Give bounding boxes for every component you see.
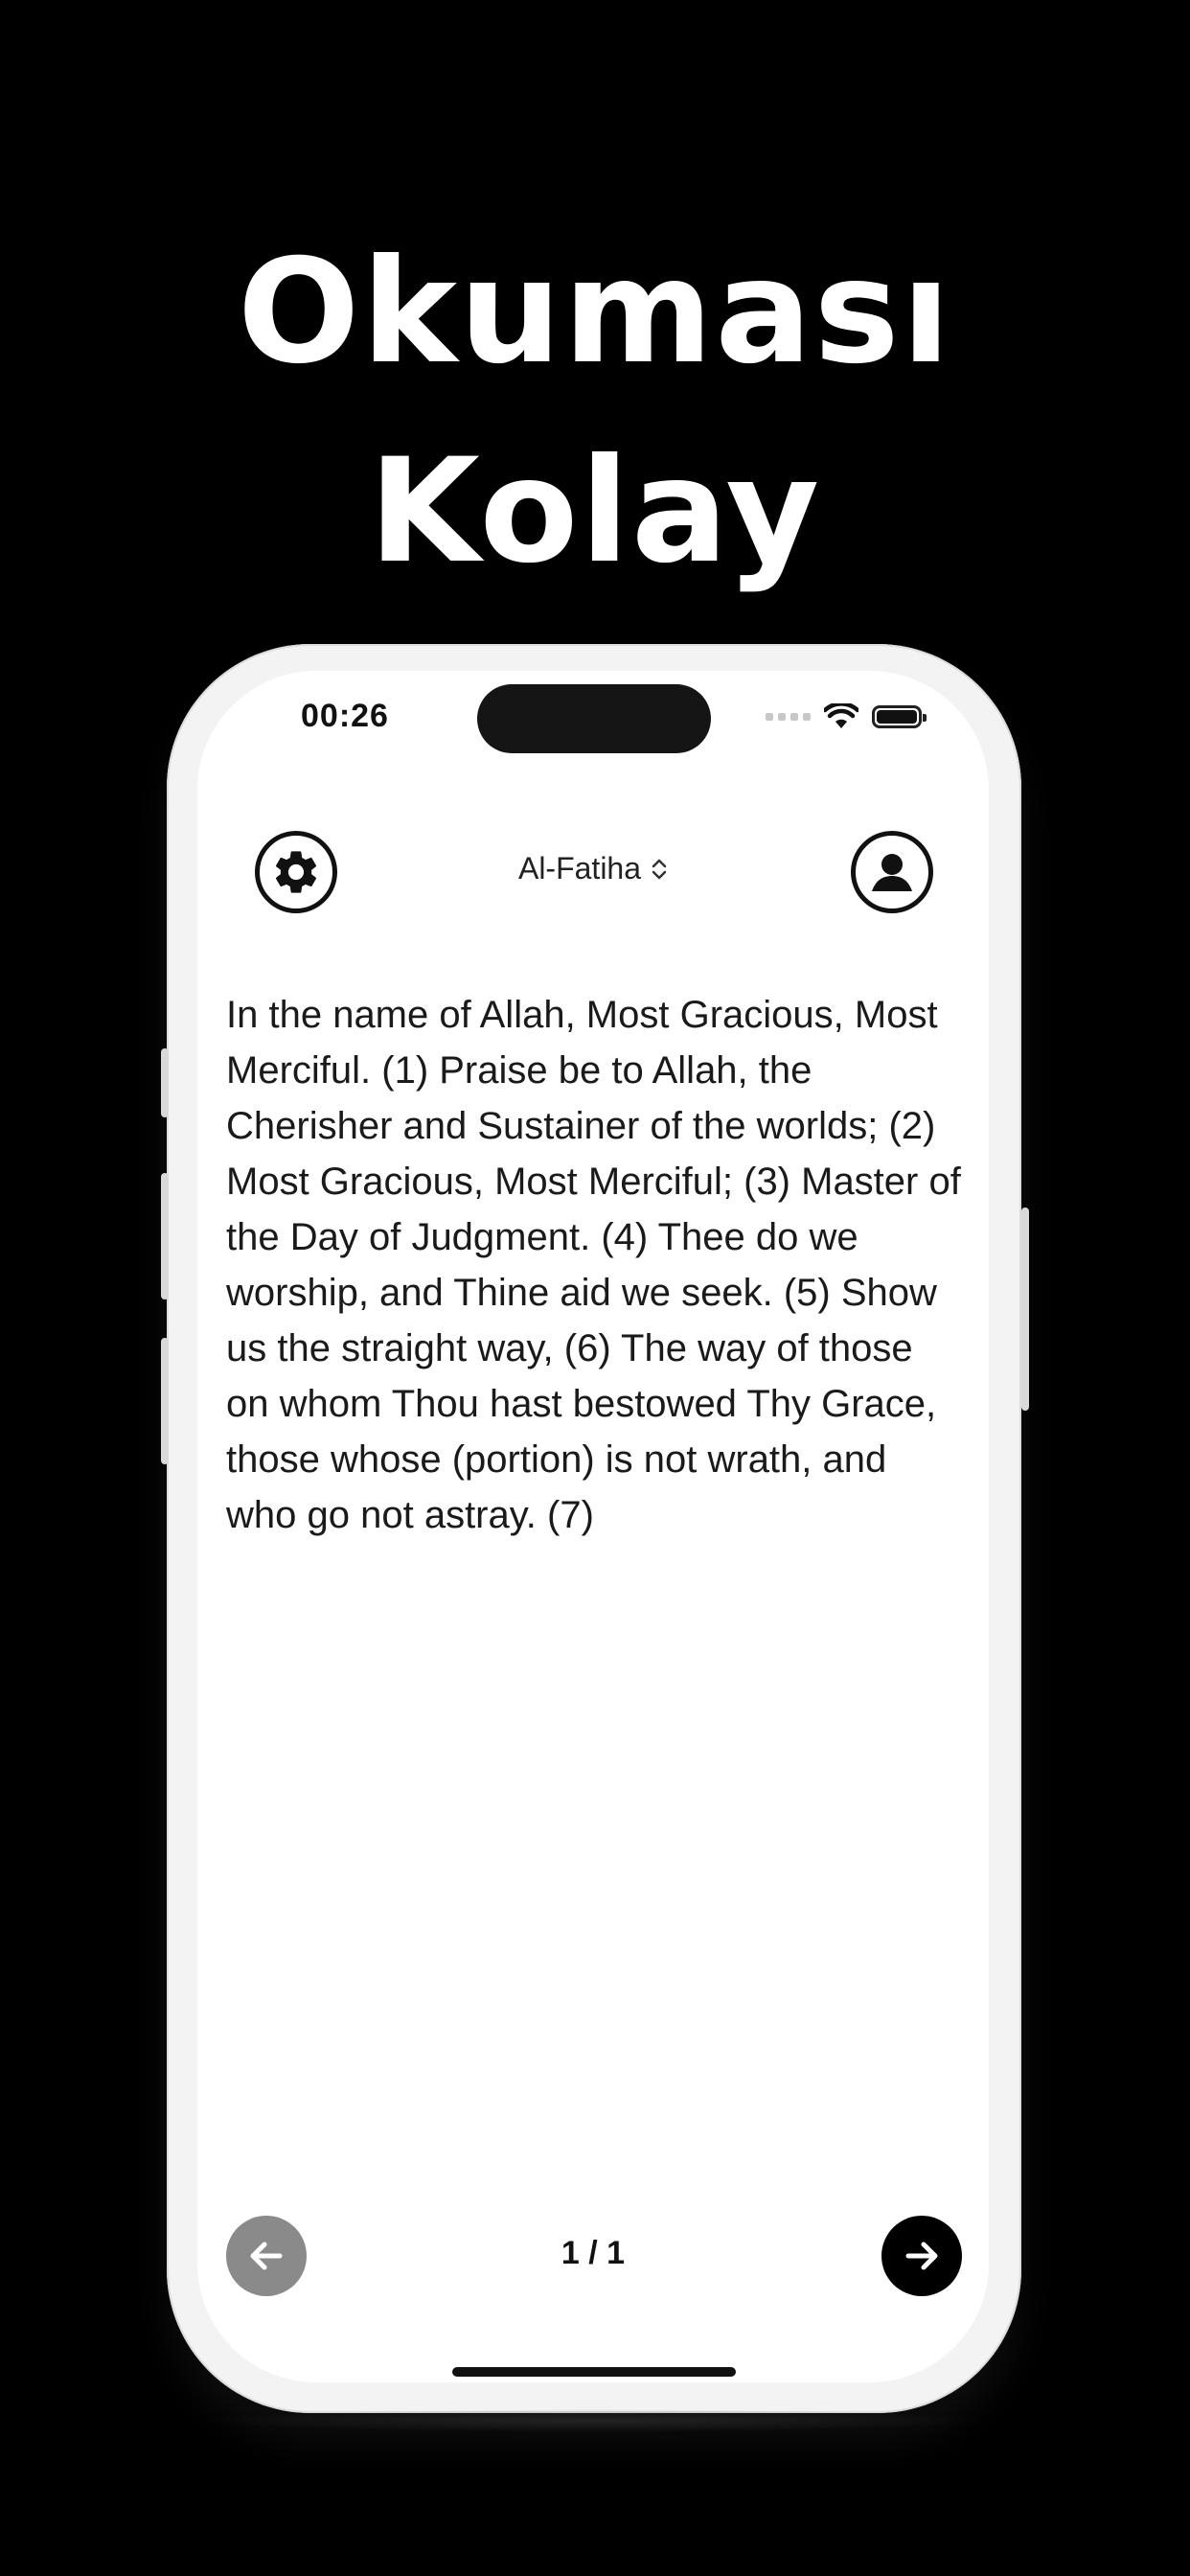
phone-shadow (201, 2409, 989, 2432)
status-icons (766, 700, 922, 734)
dynamic-island (477, 684, 711, 753)
page-indicator: 1 / 1 (561, 2235, 626, 2271)
wifi-icon (824, 703, 858, 730)
next-page-button[interactable] (881, 2216, 962, 2296)
person-circle-icon (863, 843, 921, 901)
arrow-right-icon (899, 2233, 945, 2279)
headline-line-2: Kolay (368, 428, 822, 595)
status-time: 00:26 (301, 698, 389, 734)
battery-icon (872, 705, 922, 728)
phone-side-button-volume-down (161, 1338, 169, 1464)
verse-text: In the name of Allah, Most Gracious, Most Merciful. (1) Praise be to Allah, the Cherisher and Sustainer of the worlds; (2) Most Gracious, Most Merciful; (3) Master of the Day of Judgment. (4) Thee do we worship, and Thine aid we seek. (5) Show us the straight way, (6) The way of those on whom Thou hast bestowed Thy Grace, those whose (portion) is not wrath, and who go not astray. (7) (226, 994, 961, 1536)
headline-line-1: Okuması (237, 229, 953, 396)
headline (0, 213, 1190, 611)
profile-button[interactable] (851, 831, 933, 913)
chevron-up-down-icon (651, 856, 668, 883)
phone-screen (197, 671, 989, 2382)
phone-side-button-power (1021, 1208, 1029, 1411)
phone-side-button-mute (161, 1048, 169, 1117)
home-indicator[interactable] (452, 2367, 736, 2377)
phone-side-button-volume-up (161, 1173, 169, 1300)
surah-selector-label: Al-Fatiha (517, 851, 642, 886)
signal-icon (766, 713, 811, 721)
